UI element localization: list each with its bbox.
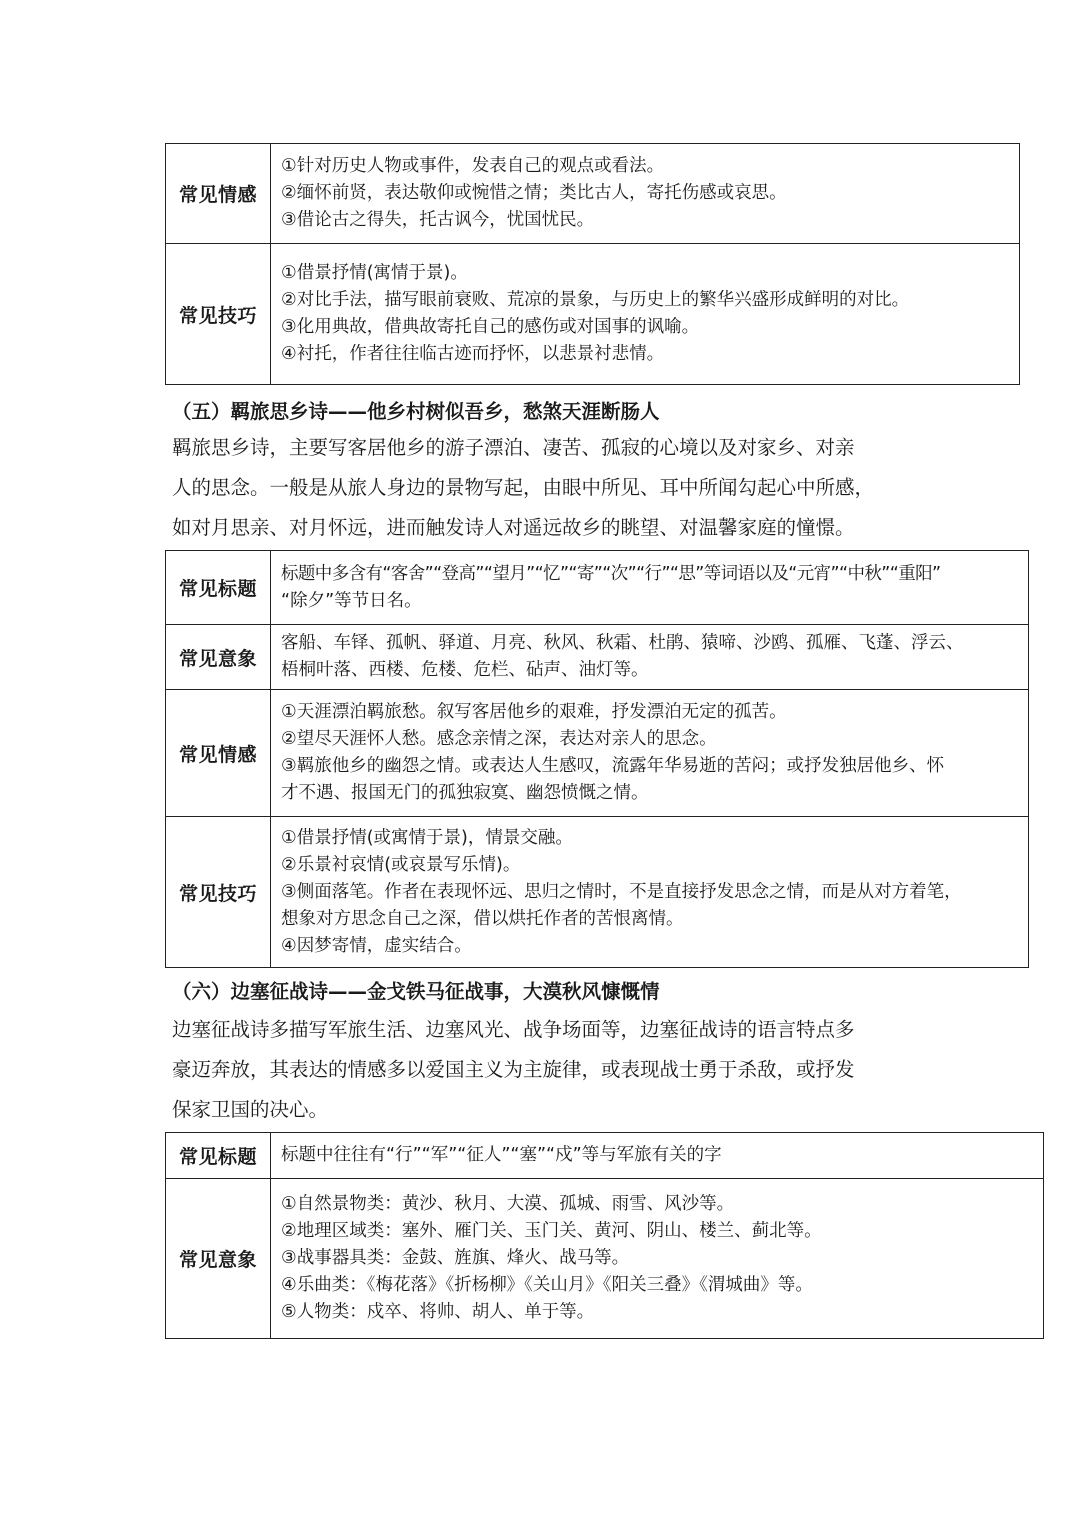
row-label: 常见意象 — [166, 1179, 271, 1339]
content-line: ④衬托，作者往往临古迹而抒怀，以悲景衬悲情。 — [281, 344, 665, 364]
content-line: ③借论古之得失，托古讽今，忧国忧民。 — [281, 210, 595, 230]
content-line: ②乐景衬哀情(或哀景写乐情)。 — [281, 854, 521, 875]
intro-line: 豪迈奔放，其表达的情感多以爱国主义为主旋律，或表现战士勇于杀敌，或抒发 — [172, 1058, 855, 1081]
content-line: 标题中往往有“行”“军”“征人”“塞”“戍”等与军旅有关的字 — [281, 1145, 722, 1165]
row-content — [271, 690, 1029, 817]
content-line: ①天涯漂泊羁旅愁。叙写客居他乡的艰难，抒发漂泊无定的孤苦。 — [281, 702, 787, 722]
row-content — [271, 551, 1029, 625]
row-content — [271, 1133, 1044, 1179]
content-line: ①针对历史人物或事件，发表自己的观点或看法。 — [281, 156, 665, 176]
intro-line: 保家卫国的决心。 — [172, 1098, 329, 1121]
row-label: 常见情感 — [166, 144, 271, 244]
row-label: 常见情感 — [166, 690, 271, 817]
intro-line: 边塞征战诗多描写军旅生活、边塞风光、战争场面等，边塞征战诗的语言特点多 — [172, 1018, 855, 1041]
section6-table — [165, 1132, 1044, 1339]
table-row — [166, 144, 1020, 244]
intro-line: 羁旅思乡诗，主要写客居他乡的游子漂泊、凄苦、孤寂的心境以及对家乡、对亲 — [172, 436, 855, 459]
intro-line: 人的思念。一般是从旅人身边的景物写起，由眼中所见、耳中所闻勾起心中所感， — [172, 476, 875, 499]
row-label: 常见标题 — [166, 551, 271, 625]
section5-intro — [172, 428, 874, 548]
table-row — [166, 690, 1029, 817]
section6-intro — [172, 1010, 855, 1130]
content-line: ②对比手法，描写眼前衰败、荒凉的景象，与历史上的繁华兴盛形成鲜明的对比。 — [281, 290, 910, 310]
content-line: 才不遇、报国无门的孤独寂寞、幽怨愤慨之情。 — [281, 783, 649, 803]
row-content — [271, 1179, 1044, 1339]
table-row — [166, 625, 1029, 690]
content-line: 客船、车铎、孤帆、驿道、月亮、秋风、秋霜、杜鹃、猿啼、沙鸥、孤雁、飞蓬、浮云、 — [281, 633, 964, 653]
content-line: ②望尽天涯怀人愁。感念亲情之深，表达对亲人的思念。 — [281, 729, 717, 749]
row-content — [271, 144, 1020, 244]
content-line: ③侧面落笔。作者在表现怀远、思归之情时，不是直接抒发思念之情，而是从对方着笔， — [281, 881, 962, 902]
row-label: 常见技巧 — [166, 817, 271, 968]
content-line: ④乐曲类：《梅花落》《折杨柳》《关山月》《阳关三叠》《渭城曲》等。 — [281, 1275, 813, 1295]
content-line: ②缅怀前贤，表达敬仰或惋惜之情；类比古人，寄托伤感或哀思。 — [281, 183, 787, 203]
table-row — [166, 244, 1020, 385]
section5-heading: （五）羁旅思乡诗——他乡村树似吾乡，愁煞天涯断肠人 — [172, 400, 660, 423]
content-line: ③羁旅他乡的幽怨之情。或表达人生感叹，流露年华易逝的苦闷；或抒发独居他乡、怀 — [281, 756, 945, 776]
content-line: 想象对方思念自己之深，借以烘托作者的苦恨离情。 — [281, 908, 684, 929]
row-content — [271, 817, 1029, 968]
section4-table — [165, 143, 1020, 385]
section6-heading: （六）边塞征战诗——金戈铁马征战事，大漠秋风慷慨情 — [172, 980, 660, 1003]
table-row — [166, 1179, 1044, 1339]
content-line: ①自然景物类：黄沙、秋月、大漠、孤城、雨雪、风沙等。 — [281, 1194, 735, 1214]
content-line: 标题中多含有“客舍”“登高”“望月”“忆”“寄”“次”“行”“思”等词语以及“元宵”“中秋”“重阳” — [281, 563, 941, 584]
content-line: ④因梦寄情，虚实结合。 — [281, 935, 472, 956]
row-label: 常见意象 — [166, 625, 271, 690]
content-line: ②地理区域类：塞外、雁门关、玉门关、黄河、阴山、楼兰、蓟北等。 — [281, 1221, 822, 1241]
row-label: 常见标题 — [166, 1133, 271, 1179]
content-line: ①借景抒情(寓情于景)。 — [281, 263, 468, 283]
content-line: 梧桐叶落、西楼、危楼、危栏、砧声、油灯等。 — [281, 660, 649, 680]
intro-line: 如对月思亲、对月怀远，进而触发诗人对遥远故乡的眺望、对温馨家庭的憧憬。 — [172, 516, 855, 539]
content-line: ③战事器具类：金鼓、旌旗、烽火、战马等。 — [281, 1248, 630, 1268]
row-content — [271, 244, 1020, 385]
table-row — [166, 1133, 1044, 1179]
section5-table — [165, 550, 1029, 968]
content-line: ③化用典故，借典故寄托自己的感伤或对国事的讽喻。 — [281, 317, 700, 337]
content-line: “除夕”等节日名。 — [281, 590, 422, 611]
table-row — [166, 817, 1029, 968]
content-line: ①借景抒情(或寓情于景)，情景交融。 — [281, 827, 573, 848]
row-label: 常见技巧 — [166, 244, 271, 385]
row-content — [271, 625, 1029, 690]
table-row — [166, 551, 1029, 625]
content-line: ⑤人物类：戍卒、将帅、胡人、单于等。 — [281, 1302, 595, 1322]
